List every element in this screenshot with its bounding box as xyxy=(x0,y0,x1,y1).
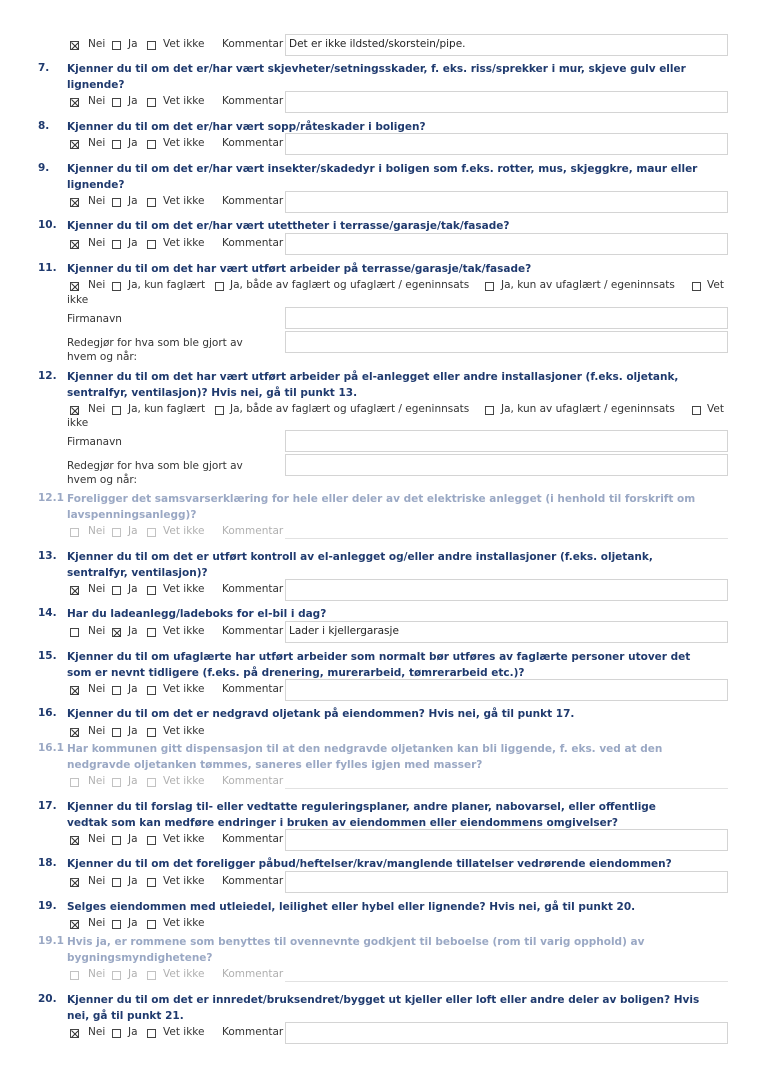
option-vet-ikke-label: Vet ikke xyxy=(163,1026,205,1038)
option-nei-label: Nei xyxy=(88,775,106,787)
option-vet-ikke-label: Vet ikke xyxy=(163,237,205,249)
separator-line xyxy=(285,788,728,789)
checkbox-ja[interactable] xyxy=(112,240,121,249)
option-nei-label: Nei xyxy=(88,583,106,595)
option-vet-ikke-label: Vet ikke xyxy=(163,38,205,50)
kommentar-label: Kommentar xyxy=(222,137,284,149)
option-vet-ikke-label: Vet ikke xyxy=(163,95,205,107)
redegjor-field[interactable] xyxy=(285,454,728,476)
question-text: Kjenner du til forslag til- eller vedtatte reguleringsplaner, andre planer, nabovarsel, eller offentlige xyxy=(67,801,656,813)
question-text: Kjenner du til om det er nedgravd oljetank på eiendommen? Hvis nei, gå til punkt 17. xyxy=(67,708,575,720)
option-vet-ikke-label: Vet ikke xyxy=(163,917,205,929)
comment-field[interactable] xyxy=(285,233,728,255)
checkbox-nei[interactable] xyxy=(70,240,79,249)
option-nei-label: Nei xyxy=(88,195,106,207)
checkbox-vet-ikke[interactable] xyxy=(147,878,156,887)
redegjor-label-line1: Redegjør for hva som ble gjort av xyxy=(67,337,243,349)
question-number: 16. xyxy=(38,707,57,719)
option-nei-label: Nei xyxy=(88,137,106,149)
option-ja-kun-ufaglaert-label: Ja, kun av ufaglært / egeninnsats xyxy=(501,403,675,415)
question-text: Hvis ja, er rommene som benyttes til ovennevnte godkjent til beboelse (rom til varig opphold) av xyxy=(67,936,645,948)
option-nei-label: Nei xyxy=(88,1026,106,1038)
checkbox-ja-kun-ufaglaert[interactable] xyxy=(485,406,494,415)
checkbox-vet-ikke[interactable] xyxy=(692,282,701,291)
option-ja-label: Ja xyxy=(128,137,138,149)
checkbox-ja[interactable] xyxy=(112,98,121,107)
comment-field[interactable]: Lader i kjellergarasje xyxy=(285,621,728,643)
question-number: 19.1 xyxy=(38,935,64,947)
question-text: Kjenner du til om det er/har vært skjevheter/setningsskader, f. eks. riss/sprekker i mur, skjeve gulv eller xyxy=(67,63,686,75)
kommentar-label: Kommentar xyxy=(222,833,284,845)
checkbox-ja[interactable] xyxy=(112,728,121,737)
question-number: 20. xyxy=(38,993,57,1005)
checkbox-nei[interactable] xyxy=(70,920,79,929)
checkbox-nei xyxy=(70,528,79,537)
checkbox-vet-ikke[interactable] xyxy=(147,836,156,845)
option-ja-label: Ja xyxy=(128,95,138,107)
kommentar-label: Kommentar xyxy=(222,968,284,980)
comment-field[interactable] xyxy=(285,871,728,893)
option-ja-kun-faglaert-label: Ja, kun faglært xyxy=(128,279,206,291)
kommentar-label: Kommentar xyxy=(222,237,284,249)
kommentar-label: Kommentar xyxy=(222,625,284,637)
option-nei-label: Nei xyxy=(88,683,106,695)
question-text: nei, gå til punkt 21. xyxy=(67,1009,184,1022)
option-ja-begge-label: Ja, både av faglært og ufaglært / egeninnsats xyxy=(230,279,470,291)
option-ja-begge-label: Ja, både av faglært og ufaglært / egeninnsats xyxy=(230,403,470,415)
option-nei-label: Nei xyxy=(88,968,106,980)
question-text: Kjenner du til om det har vært utført arbeider på terrasse/garasje/tak/fasade? xyxy=(67,263,532,275)
checkbox-ja[interactable] xyxy=(112,1029,121,1038)
option-ja-label: Ja xyxy=(128,525,138,537)
option-nei-label: Nei xyxy=(88,279,106,291)
option-vet-label: Vet xyxy=(707,279,724,291)
checkbox-nei[interactable] xyxy=(70,41,79,50)
checkbox-ja[interactable] xyxy=(112,920,121,929)
comment-field[interactable] xyxy=(285,91,728,113)
question-text: lignende? xyxy=(67,78,125,91)
question-text: Har kommunen gitt dispensasjon til at den nedgravde oljetanken kan bli liggende, f. eks. ved at den xyxy=(67,743,663,755)
option-ja-label: Ja xyxy=(128,1026,138,1038)
question-number: 9. xyxy=(38,162,50,174)
option-ja-label: Ja xyxy=(128,625,138,637)
comment-field[interactable] xyxy=(285,679,728,701)
redegjor-label-line2: hvem og når: xyxy=(67,351,138,363)
checkbox-nei[interactable] xyxy=(70,140,79,149)
option-nei-label: Nei xyxy=(88,237,106,249)
question-number: 18. xyxy=(38,857,57,869)
comment-field[interactable] xyxy=(285,191,728,213)
question-text: nedgravde oljetanken tømmes, saneres eller fylles igjen med masser? xyxy=(67,758,483,771)
question-text: Kjenner du til om ufaglærte har utført arbeider som normalt bør utføres av faglærte personer utover det xyxy=(67,651,691,663)
firmanavn-label: Firmanavn xyxy=(67,313,122,325)
option-nei-label: Nei xyxy=(88,403,106,415)
comment-field[interactable] xyxy=(285,579,728,601)
checkbox-ja xyxy=(112,971,121,980)
checkbox-nei[interactable] xyxy=(70,1029,79,1038)
checkbox-vet-ikke[interactable] xyxy=(147,686,156,695)
question-text: Kjenner du til om det er/har vært insekter/skadedyr i boligen som f.eks. rotter, mus, skjeggkre, maur eller xyxy=(67,163,698,175)
question-text: Kjenner du til om det er/har vært utettheter i terrasse/garasje/tak/fasade? xyxy=(67,220,510,232)
checkbox-vet-ikke[interactable] xyxy=(147,1029,156,1038)
option-vet-ikke-label: Vet ikke xyxy=(163,683,205,695)
checkbox-vet-ikke xyxy=(147,778,156,787)
option-ja-kun-ufaglaert-label: Ja, kun av ufaglært / egeninnsats xyxy=(501,279,675,291)
checkbox-ja[interactable] xyxy=(112,586,121,595)
checkbox-nei[interactable] xyxy=(70,282,79,291)
option-nei-label: Nei xyxy=(88,875,106,887)
option-nei-label: Nei xyxy=(88,725,106,737)
question-number: 12. xyxy=(38,370,57,382)
option-ja-label: Ja xyxy=(128,875,138,887)
checkbox-ja[interactable] xyxy=(112,41,121,50)
checkbox-vet-ikke[interactable] xyxy=(147,198,156,207)
question-number: 19. xyxy=(38,900,57,912)
option-nei-label: Nei xyxy=(88,917,106,929)
checkbox-vet-ikke[interactable] xyxy=(692,406,701,415)
firmanavn-label: Firmanavn xyxy=(67,436,122,448)
question-number: 10. xyxy=(38,219,57,231)
comment-field[interactable]: Det er ikke ildsted/skorstein/pipe. xyxy=(285,34,728,56)
question-number: 8. xyxy=(38,120,50,132)
option-ikke-label: ikke xyxy=(67,294,89,306)
checkbox-vet-ikke[interactable] xyxy=(147,586,156,595)
question-text: som er nevnt tidligere (f.eks. på drenering, murerarbeid, tømrerarbeid etc.)? xyxy=(67,666,525,679)
question-text: lignende? xyxy=(67,178,125,191)
option-vet-ikke-label: Vet ikke xyxy=(163,625,205,637)
option-vet-ikke-label: Vet ikke xyxy=(163,775,205,787)
kommentar-label: Kommentar xyxy=(222,583,284,595)
firmanavn-field[interactable] xyxy=(285,307,728,329)
checkbox-vet-ikke xyxy=(147,528,156,537)
checkbox-ja[interactable] xyxy=(112,198,121,207)
option-vet-ikke-label: Vet ikke xyxy=(163,583,205,595)
option-ja-label: Ja xyxy=(128,237,138,249)
kommentar-label: Kommentar xyxy=(222,875,284,887)
kommentar-label: Kommentar xyxy=(222,683,284,695)
question-text: Kjenner du til om det er/har vært sopp/råteskader i boligen? xyxy=(67,121,426,133)
question-number: 14. xyxy=(38,607,57,619)
option-ja-label: Ja xyxy=(128,833,138,845)
option-nei-label: Nei xyxy=(88,38,106,50)
question-text: sentralfyr, ventilasjon)? xyxy=(67,566,208,579)
checkbox-ja-begge[interactable] xyxy=(215,406,224,415)
question-text: Kjenner du til om det foreligger påbud/heftelser/krav/manglende tillatelser vedrørende eiendommen? xyxy=(67,858,672,870)
checkbox-ja[interactable] xyxy=(112,686,121,695)
question-number: 12.1 xyxy=(38,492,64,504)
option-nei-label: Nei xyxy=(88,625,106,637)
question-text: lavspenningsanlegg)? xyxy=(67,508,197,521)
question-number: 11. xyxy=(38,262,57,274)
checkbox-ja[interactable] xyxy=(112,836,121,845)
option-nei-label: Nei xyxy=(88,95,106,107)
option-ja-label: Ja xyxy=(128,917,138,929)
option-ja-label: Ja xyxy=(128,775,138,787)
question-number: 7. xyxy=(38,62,50,74)
kommentar-label: Kommentar xyxy=(222,1026,284,1038)
checkbox-nei[interactable] xyxy=(70,836,79,845)
option-vet-ikke-label: Vet ikke xyxy=(163,725,205,737)
checkbox-vet-ikke[interactable] xyxy=(147,41,156,50)
option-ja-label: Ja xyxy=(128,683,138,695)
redegjor-label-line1: Redegjør for hva som ble gjort av xyxy=(67,460,243,472)
option-nei-label: Nei xyxy=(88,833,106,845)
question-number: 16.1 xyxy=(38,742,64,754)
checkbox-vet-ikke[interactable] xyxy=(147,728,156,737)
question-text: Har du ladeanlegg/ladeboks for el-bil i dag? xyxy=(67,608,327,620)
checkbox-nei[interactable] xyxy=(70,878,79,887)
option-vet-ikke-label: Vet ikke xyxy=(163,833,205,845)
checkbox-nei[interactable] xyxy=(70,728,79,737)
separator-line xyxy=(285,981,728,982)
checkbox-ja-kun-ufaglaert[interactable] xyxy=(485,282,494,291)
question-number: 15. xyxy=(38,650,57,662)
redegjor-label-line2: hvem og når: xyxy=(67,474,138,486)
checkbox-vet-ikke[interactable] xyxy=(147,628,156,637)
question-text: vedtak som kan medføre endringer i bruken av eiendommen eller eiendommens omgivelser? xyxy=(67,816,618,829)
checkbox-ja-begge[interactable] xyxy=(215,282,224,291)
kommentar-label: Kommentar xyxy=(222,38,284,50)
question-text: bygningsmyndighetene? xyxy=(67,951,213,964)
checkbox-nei[interactable] xyxy=(70,198,79,207)
checkbox-vet-ikke[interactable] xyxy=(147,98,156,107)
question-text: Kjenner du til om det er utført kontroll av el-anlegget og/eller andre installasjoner (f.eks. oljetank, xyxy=(67,551,653,563)
option-ja-kun-faglaert-label: Ja, kun faglært xyxy=(128,403,206,415)
question-number: 13. xyxy=(38,550,57,562)
checkbox-ja[interactable] xyxy=(112,628,121,637)
checkbox-vet-ikke[interactable] xyxy=(147,240,156,249)
option-vet-ikke-label: Vet ikke xyxy=(163,195,205,207)
checkbox-ja xyxy=(112,528,121,537)
comment-field[interactable] xyxy=(285,133,728,155)
checkbox-ja[interactable] xyxy=(112,140,121,149)
firmanavn-field[interactable] xyxy=(285,430,728,452)
option-vet-ikke-label: Vet ikke xyxy=(163,137,205,149)
checkbox-ja-kun-faglaert[interactable] xyxy=(112,406,121,415)
comment-field[interactable] xyxy=(285,829,728,851)
checkbox-nei[interactable] xyxy=(70,686,79,695)
question-text: Kjenner du til om det har vært utført arbeider på el-anlegget eller andre installasjoner (f.eks. oljetank, xyxy=(67,371,679,383)
option-vet-ikke-label: Vet ikke xyxy=(163,875,205,887)
question-text: Kjenner du til om det er innredet/bruksendret/bygget ut kjeller eller loft eller andre deler av boligen? Hvis xyxy=(67,994,700,1006)
question-number: 17. xyxy=(38,800,57,812)
option-vet-label: Vet xyxy=(707,403,724,415)
option-ikke-label: ikke xyxy=(67,417,89,429)
question-text: Foreligger det samsvarserklæring for hele eller deler av det elektriske anlegget (i henhold til forskrift om xyxy=(67,493,696,505)
option-vet-ikke-label: Vet ikke xyxy=(163,525,205,537)
option-ja-label: Ja xyxy=(128,38,138,50)
checkbox-vet-ikke[interactable] xyxy=(147,920,156,929)
checkbox-vet-ikke xyxy=(147,971,156,980)
checkbox-nei xyxy=(70,778,79,787)
checkbox-nei[interactable] xyxy=(70,98,79,107)
separator-line xyxy=(285,538,728,539)
kommentar-label: Kommentar xyxy=(222,525,284,537)
checkbox-ja[interactable] xyxy=(112,878,121,887)
option-ja-label: Ja xyxy=(128,195,138,207)
kommentar-label: Kommentar xyxy=(222,195,284,207)
comment-field[interactable] xyxy=(285,1022,728,1044)
checkbox-ja-kun-faglaert[interactable] xyxy=(112,282,121,291)
checkbox-vet-ikke[interactable] xyxy=(147,140,156,149)
option-ja-label: Ja xyxy=(128,725,138,737)
checkbox-nei xyxy=(70,971,79,980)
kommentar-label: Kommentar xyxy=(222,775,284,787)
question-text: Selges eiendommen med utleiedel, leilighet eller hybel eller lignende? Hvis nei, gå til punkt 20. xyxy=(67,901,636,913)
option-ja-label: Ja xyxy=(128,968,138,980)
checkbox-nei[interactable] xyxy=(70,628,79,637)
redegjor-field[interactable] xyxy=(285,331,728,353)
checkbox-ja xyxy=(112,778,121,787)
checkbox-nei[interactable] xyxy=(70,586,79,595)
checkbox-nei[interactable] xyxy=(70,406,79,415)
option-vet-ikke-label: Vet ikke xyxy=(163,968,205,980)
option-nei-label: Nei xyxy=(88,525,106,537)
kommentar-label: Kommentar xyxy=(222,95,284,107)
option-ja-label: Ja xyxy=(128,583,138,595)
question-text: sentralfyr, ventilasjon)? Hvis nei, gå til punkt 13. xyxy=(67,386,358,399)
